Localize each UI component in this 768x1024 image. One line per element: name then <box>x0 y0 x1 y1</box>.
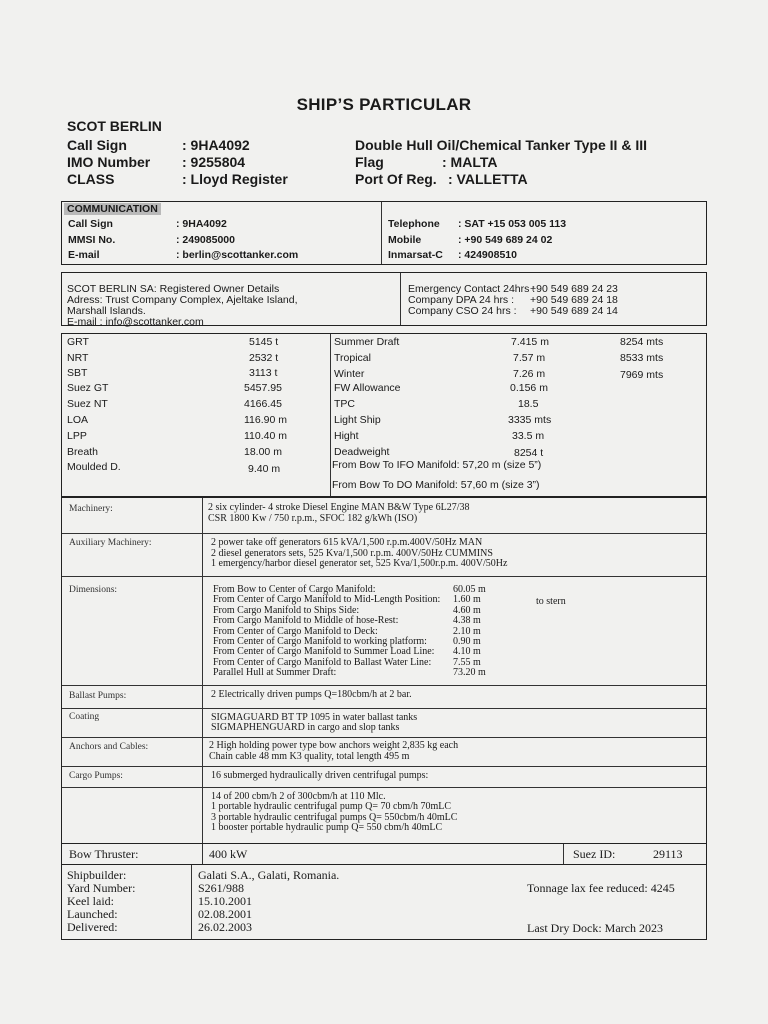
header-value: : 9HA4092 <box>182 137 250 153</box>
build-label: Shipbuilder: <box>67 868 127 882</box>
owner-line: Marshall Islands. <box>67 305 146 317</box>
comm-value: : SAT +15 053 005 113 <box>458 218 567 230</box>
particular-label: SBT <box>67 367 88 379</box>
coating-line: SIGMAGUARD BT TP 1095 in water ballast tanks <box>211 712 418 723</box>
ship-name: SCOT BERLIN <box>67 118 162 134</box>
particular-label: LOA <box>67 414 89 426</box>
suez-id-value: 29113 <box>653 847 683 861</box>
dimension-label: From Center of Cargo Manifold to Summer Load Line: <box>213 646 435 658</box>
particular-label: Breath <box>67 446 98 458</box>
particular-label: FW Allowance <box>334 382 401 394</box>
comm-value: : 249085000 <box>176 234 235 246</box>
particular-value: 18.00 m <box>244 446 282 458</box>
comm-label: Telephone <box>388 218 440 230</box>
dimension-label: From Cargo Manifold to Ships Side: <box>213 604 360 616</box>
build-value: 26.02.2003 <box>198 920 252 934</box>
particular-label: Suez NT <box>67 398 108 410</box>
auxiliary-label: Auxiliary Machinery: <box>69 538 152 548</box>
last-dry-dock: Last Dry Dock: March 2023 <box>527 921 663 935</box>
cargo-pumps-value: 16 submerged hydraulically driven centrifugal pumps: <box>211 770 429 781</box>
particular-value: 110.40 m <box>244 430 287 442</box>
dimension-label: From Center of Cargo Manifold to Mid-Length Position: <box>213 594 441 606</box>
comm-value: : +90 549 689 24 02 <box>458 234 553 246</box>
build-label: Yard Number: <box>67 881 136 895</box>
tonnage-fee: Tonnage lax fee reduced: 4245 <box>527 881 675 895</box>
comm-value: : 424908510 <box>458 249 517 261</box>
particular-label: LPP <box>67 430 87 442</box>
build-label: Launched: <box>67 907 118 921</box>
coating-line: SIGMAPHENGUARD in cargo and slop tanks <box>211 722 400 733</box>
dimensions-values <box>453 585 486 679</box>
particular-label: Deadweight <box>334 446 390 458</box>
page-title: SHIP’S PARTICULAR <box>296 95 472 114</box>
header-label: Call Sign <box>67 137 127 153</box>
anchors-label: Anchors and Cables: <box>69 742 149 752</box>
build-label: Delivered: <box>67 920 118 934</box>
build-label: Keel laid: <box>67 894 114 908</box>
build-value: 15.10.2001 <box>198 894 252 908</box>
particular-value: 116.90 m <box>244 414 287 426</box>
ballast-label: Ballast Pumps: <box>69 691 127 701</box>
comm-label: Mobile <box>388 234 422 246</box>
particular-value: 3335 mts <box>508 414 552 426</box>
owner-line: SCOT BERLIN SA: Registered Owner Details <box>67 283 280 295</box>
contact-label: Company DPA 24 hrs : <box>408 294 515 306</box>
dimension-value: 60.05 m <box>453 584 486 595</box>
header-label: IMO Number <box>67 154 151 170</box>
comm-label: E-mail <box>68 249 100 261</box>
suez-id-label: Suez ID: <box>573 847 616 861</box>
particular-value: 18.5 <box>518 398 539 410</box>
dimension-label: From Bow to Center of Cargo Manifold: <box>213 584 376 595</box>
cargo-pump-line: 1 booster portable hydraulic pump Q= 550 cbm/h 40mLC <box>211 822 443 833</box>
dimension-label: From Center of Cargo Manifold to Deck: <box>213 625 378 637</box>
dimension-note: to stern <box>536 596 566 607</box>
port-value: : VALLETTA <box>448 171 528 187</box>
particular-value: 5145 t <box>249 336 279 348</box>
cargo-pump-line: 3 portable hydraulic centrifugal pumps Q= 550cbm/h 40mLC <box>211 812 458 823</box>
particular-extra: 7969 mts <box>620 369 664 381</box>
particular-extra: 8533 mts <box>620 352 664 364</box>
header-label: CLASS <box>67 171 115 187</box>
flag-label: Flag <box>355 154 384 170</box>
particular-value: 3113 t <box>249 367 278 379</box>
particular-label: Suez GT <box>67 382 109 394</box>
dimension-value: 0.90 m <box>453 635 481 647</box>
dimension-value: 2.10 m <box>453 625 481 637</box>
comm-value: : 9HA4092 <box>176 218 227 230</box>
build-value: S261/988 <box>198 881 245 895</box>
dimensions-label: Dimensions: <box>69 585 118 595</box>
particular-label: Moulded D. <box>67 461 121 473</box>
dimension-label: From Center of Cargo Manifold to working platform: <box>213 635 427 647</box>
machinery-label: Machinery: <box>69 504 113 514</box>
header-value: : Lloyd Register <box>182 171 288 187</box>
header-value: : 9255804 <box>182 154 246 170</box>
anchors-line: 2 High holding power type bow anchors weight 2,835 kg each <box>209 740 459 751</box>
dimension-label: From Cargo Manifold to Middle of hose-Rest: <box>213 615 399 627</box>
machinery-line: CSR 1800 Kw / 750 r.p.m., SFOC 182 g/kWh (ISO) <box>208 513 418 524</box>
dimension-value: 7.55 m <box>453 656 481 668</box>
comm-email: : berlin@scottanker.com <box>176 249 299 261</box>
ship-type: Double Hull Oil/Chemical Tanker Type II & III <box>355 137 647 153</box>
coating-label: Coating <box>69 712 100 722</box>
cargo-pump-line: 1 portable hydraulic centrifugal pump Q= 70 cbm/h 70mLC <box>211 801 452 812</box>
build-value: 02.08.2001 <box>198 907 252 921</box>
build-value: Galati S.A., Galati, Romania. <box>198 868 340 882</box>
communication-heading: COMMUNICATION <box>64 203 161 215</box>
dimension-value: 4.38 m <box>453 615 481 627</box>
contact-value: +90 549 689 24 23 <box>530 283 618 295</box>
auxiliary-line: 2 diesel generators sets, 525 Kva/1,500 r.p.m. 400V/50Hz CUMMINS <box>211 548 493 559</box>
particular-value: 8254 t <box>514 447 544 459</box>
particular-value: 7.57 m <box>513 352 546 364</box>
particular-value: 4166.45 <box>244 398 282 410</box>
particular-value: 7.26 m <box>513 368 546 380</box>
comm-label: MMSI No. <box>68 234 116 246</box>
particular-label: GRT <box>67 336 89 348</box>
comm-label: Call Sign <box>68 218 113 230</box>
particular-extra: 8254 mts <box>620 336 664 348</box>
particular-label: Winter <box>334 368 365 380</box>
owner-line: Adress: Trust Company Complex, Ajeltake Island, <box>67 294 298 306</box>
machinery-line: 2 six cylinder- 4 stroke Diesel Engine MAN B&W Type 6L27/38 <box>208 502 470 513</box>
comm-label: Inmarsat-C <box>388 249 443 261</box>
flag-value: : MALTA <box>442 154 498 170</box>
particular-value: 33.5 m <box>512 430 545 442</box>
contact-label: Company CSO 24 hrs : <box>408 305 517 317</box>
dimension-label: From Center of Cargo Manifold to Ballast Water Line: <box>213 656 432 668</box>
particular-label: Hight <box>334 430 359 442</box>
particular-value: 2532 t <box>249 352 279 364</box>
dimensions-labels <box>213 585 440 679</box>
particulars-box <box>61 333 707 497</box>
dimension-label: Parallel Hull at Summer Draft: <box>213 667 337 679</box>
auxiliary-line: 1 emergency/harbor diesel generator set, 525 Kva/1,500r.p.m. 400V/50Hz <box>211 558 508 569</box>
particular-label: NRT <box>67 352 89 364</box>
cargo-pump-line: 14 of 200 cbm/h 2 of 300cbm/h at 110 Mlc. <box>211 791 386 802</box>
dimension-value: 1.60 m <box>453 594 481 606</box>
ifo-manifold: From Bow To IFO Manifold: 57,20 m (size 5”) <box>332 459 542 471</box>
dimension-value: 4.10 m <box>453 646 481 658</box>
particular-label: Summer Draft <box>334 336 400 348</box>
auxiliary-line: 2 power take off generators 615 kVA/1,500 r.p.m.400V/50Hz MAN <box>211 537 483 548</box>
anchors-line: Chain cable 48 mm K3 quality, total length 495 m <box>209 751 410 762</box>
particular-label: TPC <box>334 398 355 410</box>
contact-label: Emergency Contact 24hrs : <box>408 283 536 295</box>
contact-value: +90 549 689 24 18 <box>530 294 618 306</box>
bow-thruster-value: 400 kW <box>209 847 248 861</box>
cargo-pumps-label: Cargo Pumps: <box>69 771 123 781</box>
particular-value: 9.40 m <box>248 463 281 475</box>
particular-value: 7.415 m <box>511 336 549 348</box>
particular-value: 5457.95 <box>244 382 282 394</box>
do-manifold: From Bow To DO Manifold: 57,60 m (size 3”) <box>332 479 540 491</box>
port-label: Port Of Reg. <box>355 171 437 187</box>
dimension-value: 73.20 m <box>453 667 486 679</box>
bow-thruster-label: Bow Thruster: <box>69 847 139 861</box>
particular-label: Light Ship <box>334 414 381 426</box>
contact-value: +90 549 689 24 14 <box>530 305 618 317</box>
owner-email: E-mail : info@scottanker.com <box>67 316 204 328</box>
dimension-value: 4.60 m <box>453 604 481 616</box>
particular-value: 0.156 m <box>510 382 548 394</box>
particular-label: Tropical <box>334 352 371 364</box>
ballast-value: 2 Electrically driven pumps Q=180cbm/h at 2 bar. <box>211 689 412 700</box>
